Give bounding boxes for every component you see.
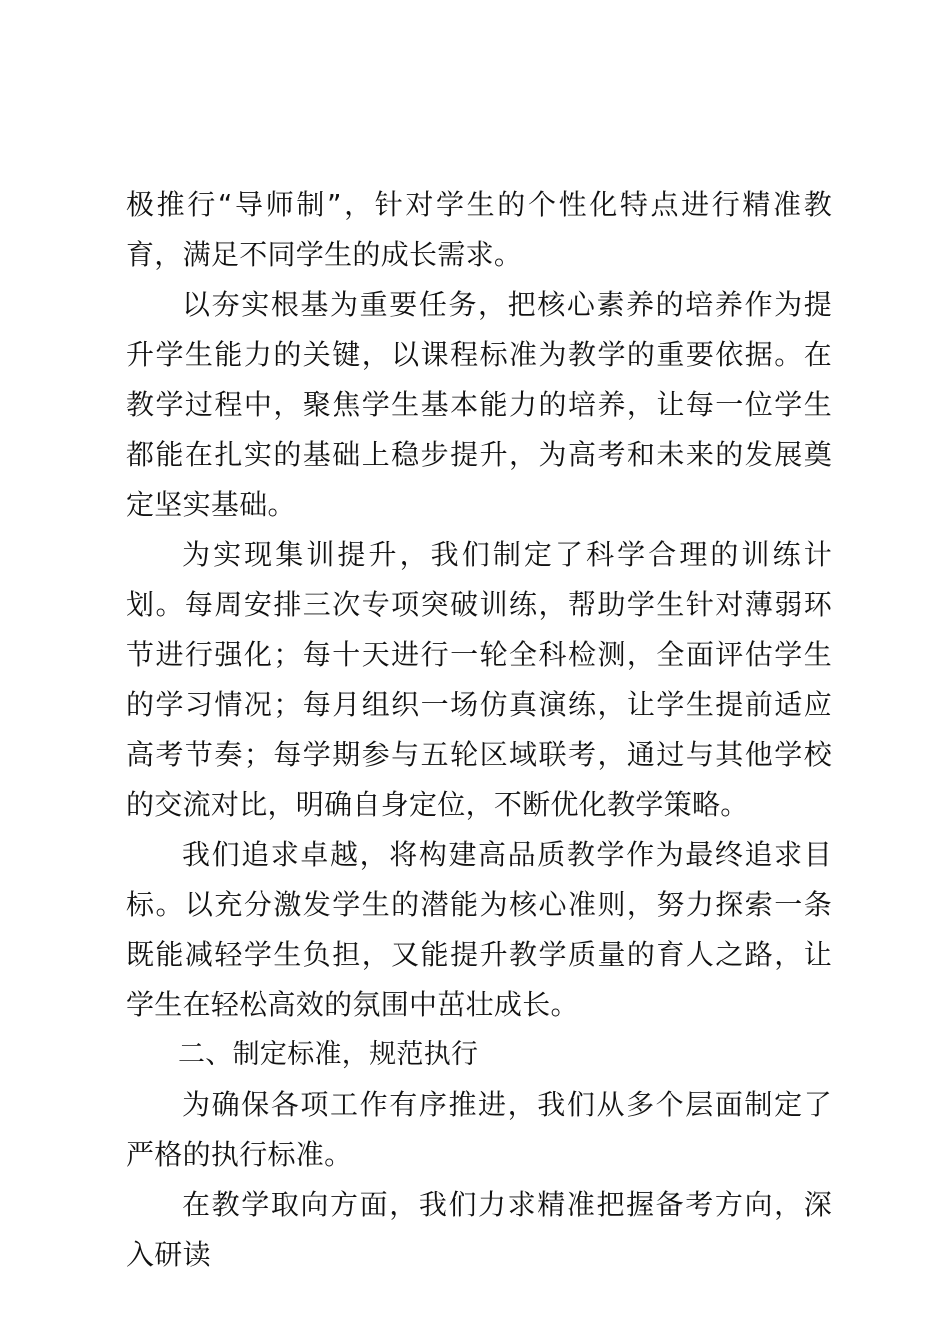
paragraph-foundation: 以夯实根基为重要任务，把核心素养的培养作为提升学生能力的关键，以课程标准为教学的重要依据。在教学过程中，聚焦学生基本能力的培养，让每一位学生都能在扎实的基础上稳步提升，为高考和未来的发展奠定坚实基础。 [126,288,832,521]
paragraph-teaching-orientation: 在教学取向方面，我们力求精准把握备考方向，深入研读 [126,1188,832,1271]
paragraph-excellence: 我们追求卓越，将构建高品质教学作为最终追求目标。以充分激发学生的潜能为核心准则，努力探索一条既能减轻学生负担，又能提升教学质量的育人之路，让学生在轻松高效的氛围中茁壮成长。 [126,838,832,1021]
document-body [126,180,832,1280]
paragraph-training-plan: 为实现集训提升，我们制定了科学合理的训练计划。每周安排三次专项突破训练，帮助学生针对薄弱环节进行强化；每十天进行一轮全科检测，全面评估学生的学习情况；每月组织一场仿真演练，让学生提前适应高考节奏；每学期参与五轮区域联考，通过与其他学校的交流对比，明确自身定位，不断优化教学策略。 [126,538,832,821]
paragraph-continued: 极推行“导师制”，针对学生的个性化特点进行精准教育，满足不同学生的成长需求。 [126,188,832,271]
section-heading: 二、制定标准，规范执行 [178,1039,479,1070]
paragraph-standards-intro: 为确保各项工作有序推进，我们从多个层面制定了严格的执行标准。 [126,1088,832,1171]
